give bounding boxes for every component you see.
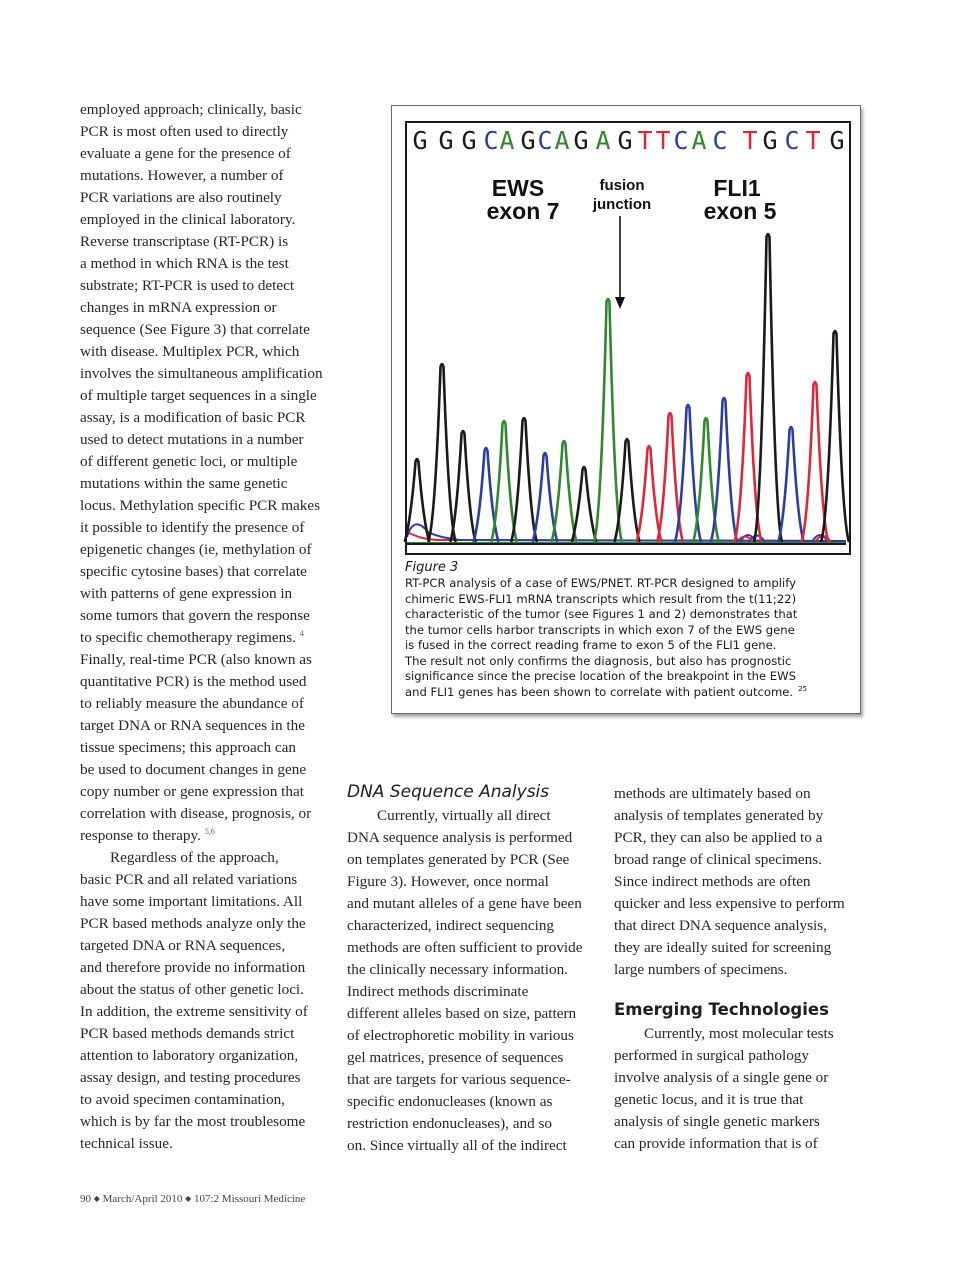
text-line bbox=[80, 297, 335, 319]
sequence-base-letter: A bbox=[499, 126, 515, 155]
text-line bbox=[80, 1045, 335, 1067]
text-line bbox=[80, 209, 335, 231]
text-line-content: on. Since virtually all of the indirect bbox=[347, 1137, 567, 1154]
text-line-content: target DNA or RNA sequences in the bbox=[80, 717, 305, 734]
text-line-content: epigenetic changes (ie, methylation of bbox=[80, 541, 312, 558]
issue-date: March/April 2010 bbox=[102, 1193, 183, 1205]
text-line bbox=[80, 913, 335, 935]
text-line bbox=[80, 693, 335, 715]
text-line-content: to specific chemotherapy regimens. bbox=[80, 629, 296, 646]
text-line bbox=[80, 825, 335, 847]
caption-line-text: the tumor cells harbor transcripts in which exon 7 of the EWS gene bbox=[405, 622, 795, 637]
sequence-base-letter: C bbox=[784, 126, 800, 155]
text-line bbox=[80, 957, 335, 979]
text-line bbox=[614, 827, 869, 849]
text-line-content: sequence (See Figure 3) that correlate bbox=[80, 321, 310, 338]
caption-line bbox=[405, 623, 845, 639]
text-line-content: Reverse transcriptase (RT-PCR) is bbox=[80, 233, 289, 250]
caption-line-text: The result not only confirms the diagnosis, but also has prognostic bbox=[405, 653, 792, 668]
text-line bbox=[80, 583, 335, 605]
text-line bbox=[80, 253, 335, 275]
chromatogram-chart bbox=[405, 121, 851, 555]
left-text-column bbox=[80, 99, 335, 1155]
text-line-content: of multiple target sequences in a single bbox=[80, 387, 317, 404]
text-line bbox=[80, 935, 335, 957]
text-line-content: methods are ultimately based on bbox=[614, 785, 811, 802]
text-line-content: which is by far the most troublesome bbox=[80, 1113, 306, 1130]
sequence-base-letter: C bbox=[673, 126, 689, 155]
text-line bbox=[347, 805, 602, 827]
sequence-base-letter: T bbox=[742, 126, 758, 155]
fli1-exon-label: exon 5 bbox=[703, 198, 777, 224]
caption-line bbox=[405, 592, 845, 608]
text-line bbox=[80, 649, 335, 671]
text-line-content: tissue specimens; this approach can bbox=[80, 739, 296, 756]
sequence-base-letter: C bbox=[537, 126, 553, 155]
text-line-content: have some important limitations. All bbox=[80, 893, 303, 910]
text-line-content: specific endonucleases (known as bbox=[347, 1093, 553, 1110]
text-line bbox=[614, 783, 869, 805]
text-line-content: locus. Methylation specific PCR makes bbox=[80, 497, 321, 514]
text-line-content: and therefore provide no information bbox=[80, 959, 306, 976]
text-line-content: gel matrices, presence of sequences bbox=[347, 1049, 564, 1066]
text-line bbox=[80, 341, 335, 363]
text-line bbox=[80, 1133, 335, 1155]
text-line bbox=[80, 1089, 335, 1111]
caption-line-text: is fused in the correct reading frame to exon 5 of the FLI1 gene. bbox=[405, 638, 777, 652]
sequence-base-letter: G bbox=[438, 126, 454, 155]
text-line bbox=[80, 187, 335, 209]
text-line-content: can provide information that is of bbox=[614, 1135, 818, 1152]
caption-line bbox=[405, 607, 845, 623]
text-line-content: employed approach; clinically, basic bbox=[80, 101, 302, 118]
text-line-content: it possible to identify the presence of bbox=[80, 519, 305, 536]
text-line-content: Indirect methods discriminate bbox=[347, 983, 529, 1000]
ews-label: EWS bbox=[491, 175, 545, 201]
text-line-content: DNA sequence analysis is performed bbox=[347, 829, 573, 846]
text-line bbox=[80, 1001, 335, 1023]
text-line-content: Currently, most molecular tests bbox=[644, 1025, 834, 1042]
text-line bbox=[80, 627, 335, 649]
text-line-content: on templates generated by PCR (See bbox=[347, 851, 570, 868]
text-line-content: assay design, and testing procedures bbox=[80, 1069, 301, 1086]
caption-line bbox=[405, 654, 845, 670]
text-line bbox=[614, 1045, 869, 1067]
text-line bbox=[80, 429, 335, 451]
text-line-content: PCR based methods demands strict bbox=[80, 1025, 295, 1042]
sequence-base-letter: G bbox=[520, 126, 536, 155]
text-line-content: of electrophoretic mobility in various bbox=[347, 1027, 574, 1044]
text-line bbox=[80, 1067, 335, 1089]
text-line-content: attention to laboratory organization, bbox=[80, 1047, 299, 1064]
citation-reference: 4 bbox=[299, 629, 304, 638]
text-line bbox=[80, 605, 335, 627]
diamond-separator-icon: ◆ bbox=[93, 1194, 100, 1203]
text-line-content: performed in surgical pathology bbox=[614, 1047, 809, 1064]
journal-volume: 107:2 Missouri Medicine bbox=[194, 1193, 306, 1205]
text-line bbox=[80, 363, 335, 385]
sequence-base-letter: A bbox=[554, 126, 570, 155]
text-line-content: copy number or gene expression that bbox=[80, 783, 304, 800]
text-line-content: changes in mRNA expression or bbox=[80, 299, 277, 316]
caption-line-text: chimeric EWS-FLI1 mRNA transcripts which result from the t(11;22) bbox=[405, 591, 797, 606]
text-line bbox=[614, 1089, 869, 1111]
sequence-base-letter: A bbox=[691, 126, 707, 155]
text-line bbox=[80, 99, 335, 121]
text-line bbox=[80, 407, 335, 429]
text-line bbox=[80, 715, 335, 737]
text-line bbox=[80, 847, 335, 869]
figure-caption-title: Figure 3 bbox=[405, 560, 459, 575]
text-line-content: restriction endonucleases), and so bbox=[347, 1115, 552, 1132]
text-line bbox=[347, 1091, 602, 1113]
text-line-content: a method in which RNA is the test bbox=[80, 255, 289, 272]
text-line-content: mutations. However, a number of bbox=[80, 167, 284, 184]
diamond-separator-icon: ◆ bbox=[185, 1194, 192, 1203]
text-line bbox=[80, 737, 335, 759]
text-line-content: that direct DNA sequence analysis, bbox=[614, 917, 827, 934]
text-line-content: to avoid specimen contamination, bbox=[80, 1091, 285, 1108]
text-line bbox=[347, 959, 602, 981]
text-line-content: Currently, virtually all direct bbox=[377, 807, 551, 824]
page-footer bbox=[80, 1193, 305, 1205]
sequence-base-letter: T bbox=[655, 126, 671, 155]
caption-line-text: significance since the precise location of the breakpoint in the EWS bbox=[405, 669, 796, 683]
text-line bbox=[347, 827, 602, 849]
text-line bbox=[80, 231, 335, 253]
text-line-content: involve analysis of a single gene or bbox=[614, 1069, 829, 1086]
text-line-content: mutations within the same genetic bbox=[80, 475, 288, 492]
text-line bbox=[80, 517, 335, 539]
citation-reference: 5,6 bbox=[204, 827, 215, 836]
caption-line-text: and FLI1 genes has been shown to correlate with patient outcome. bbox=[405, 684, 794, 699]
page-number: 90 bbox=[80, 1193, 91, 1205]
section-heading-emerging-technologies: Emerging Technologies bbox=[614, 1000, 829, 1019]
text-line bbox=[614, 937, 869, 959]
text-line-content: PCR based methods analyze only the bbox=[80, 915, 306, 932]
text-line bbox=[347, 937, 602, 959]
text-line bbox=[614, 915, 869, 937]
text-line bbox=[80, 143, 335, 165]
text-line bbox=[614, 893, 869, 915]
sequence-base-letter: A bbox=[595, 126, 611, 155]
middle-text-column bbox=[347, 805, 602, 1157]
text-line-content: PCR, they can also be applied to a bbox=[614, 829, 823, 846]
text-line-content: broad range of clinical specimens. bbox=[614, 851, 822, 868]
sequence-base-letter: T bbox=[637, 126, 653, 155]
text-line-content: methods are often sufficient to provide bbox=[347, 939, 583, 956]
text-line-content: and mutant alleles of a gene have been bbox=[347, 895, 582, 912]
junction-label: junction bbox=[592, 196, 652, 213]
text-line bbox=[80, 539, 335, 561]
text-line-content: Since indirect methods are often bbox=[614, 873, 811, 890]
text-line-content: characterized, indirect sequencing bbox=[347, 917, 555, 934]
text-line-content: correlation with disease, prognosis, or bbox=[80, 805, 312, 822]
text-line bbox=[80, 869, 335, 891]
text-line bbox=[80, 473, 335, 495]
text-line-content: substrate; RT-PCR is used to detect bbox=[80, 277, 295, 294]
text-line-content: specific cytosine bases) that correlate bbox=[80, 563, 307, 580]
text-line-content: evaluate a gene for the presence of bbox=[80, 145, 291, 162]
sequence-base-letter: C bbox=[712, 126, 728, 155]
figure-caption bbox=[405, 560, 845, 700]
ews-exon-label: exon 7 bbox=[486, 198, 560, 224]
text-line-content: with disease. Multiplex PCR, which bbox=[80, 343, 300, 360]
caption-line-text: characteristic of the tumor (see Figures 1 and 2) demonstrates that bbox=[405, 607, 798, 621]
text-line-content: quantitative PCR) is the method used bbox=[80, 673, 307, 690]
text-line-content: assay, is a modification of basic PCR bbox=[80, 409, 306, 426]
text-line-content: PCR variations are also routinely bbox=[80, 189, 282, 206]
text-line bbox=[614, 805, 869, 827]
text-line bbox=[347, 915, 602, 937]
sequence-base-letter: C bbox=[483, 126, 499, 155]
text-line bbox=[347, 1047, 602, 1069]
caption-line bbox=[405, 685, 845, 701]
text-line-content: involves the simultaneous amplification bbox=[80, 365, 323, 382]
text-line-content: to reliably measure the abundance of bbox=[80, 695, 304, 712]
text-line-content: used to detect mutations in a number bbox=[80, 431, 304, 448]
text-line bbox=[614, 1111, 869, 1133]
text-line-content: targeted DNA or RNA sequences, bbox=[80, 937, 286, 954]
text-line bbox=[614, 1023, 869, 1045]
text-line-content: employed in the clinical laboratory. bbox=[80, 211, 296, 228]
caption-line bbox=[405, 638, 845, 654]
text-line-content: Regardless of the approach, bbox=[110, 849, 279, 866]
citation-reference: 25 bbox=[798, 684, 808, 693]
text-line bbox=[347, 981, 602, 1003]
text-line bbox=[80, 319, 335, 341]
text-line bbox=[347, 1069, 602, 1091]
text-line-content: some tumors that govern the response bbox=[80, 607, 310, 624]
text-line-content: analysis of templates generated by bbox=[614, 807, 824, 824]
text-line bbox=[80, 561, 335, 583]
text-line bbox=[80, 385, 335, 407]
text-line bbox=[614, 871, 869, 893]
text-line-content: In addition, the extreme sensitivity of bbox=[80, 1003, 308, 1020]
caption-line bbox=[405, 576, 845, 592]
text-line bbox=[347, 1025, 602, 1047]
text-line bbox=[80, 803, 335, 825]
text-line bbox=[80, 979, 335, 1001]
sequence-base-letter: G bbox=[461, 126, 477, 155]
text-line-content: large numbers of specimens. bbox=[614, 961, 788, 978]
fli1-label: FLI1 bbox=[713, 175, 761, 201]
sequence-base-letter: G bbox=[412, 126, 428, 155]
text-line bbox=[80, 1111, 335, 1133]
fusion-label: fusion bbox=[599, 177, 645, 194]
text-line bbox=[80, 451, 335, 473]
text-line-content: genetic locus, and it is true that bbox=[614, 1091, 804, 1108]
sequence-base-letter: G bbox=[573, 126, 589, 155]
text-line-content: of different genetic loci, or multiple bbox=[80, 453, 298, 470]
sequence-base-letter: G bbox=[829, 126, 845, 155]
caption-line bbox=[405, 669, 845, 685]
text-line bbox=[80, 495, 335, 517]
sequence-base-letter: G bbox=[617, 126, 633, 155]
text-line bbox=[347, 1135, 602, 1157]
text-line-content: response to therapy. bbox=[80, 827, 201, 844]
text-line bbox=[80, 759, 335, 781]
text-line-content: quicker and less expensive to perform bbox=[614, 895, 845, 912]
text-line bbox=[614, 849, 869, 871]
text-line-content: that are targets for various sequence- bbox=[347, 1071, 571, 1088]
text-line bbox=[80, 671, 335, 693]
right-text-column bbox=[614, 783, 869, 981]
text-line bbox=[347, 1003, 602, 1025]
text-line bbox=[80, 781, 335, 803]
text-line-content: technical issue. bbox=[80, 1135, 173, 1152]
text-line-content: analysis of single genetic markers bbox=[614, 1113, 820, 1130]
text-line bbox=[80, 275, 335, 297]
text-line-content: they are ideally suited for screening bbox=[614, 939, 832, 956]
section-heading-dna-sequence-analysis: DNA Sequence Analysis bbox=[347, 782, 550, 802]
text-line-content: basic PCR and all related variations bbox=[80, 871, 298, 888]
text-line bbox=[347, 893, 602, 915]
text-line-content: Figure 3). However, once normal bbox=[347, 873, 549, 890]
caption-line-text: RT-PCR analysis of a case of EWS/PNET. RT-PCR designed to amplify bbox=[405, 576, 796, 590]
text-line-content: Finally, real-time PCR (also known as bbox=[80, 651, 312, 668]
text-line-content: the clinically necessary information. bbox=[347, 961, 568, 978]
sequence-base-letter: G bbox=[762, 126, 778, 155]
text-line-content: be used to document changes in gene bbox=[80, 761, 307, 778]
text-line bbox=[347, 1113, 602, 1135]
sequence-base-letter: T bbox=[805, 126, 821, 155]
text-line bbox=[80, 165, 335, 187]
text-line bbox=[614, 1067, 869, 1089]
text-line-content: PCR is most often used to directly bbox=[80, 123, 289, 140]
text-line bbox=[80, 121, 335, 143]
text-line bbox=[347, 849, 602, 871]
right-text-column-continued bbox=[614, 1023, 869, 1155]
text-line bbox=[347, 871, 602, 893]
text-line bbox=[614, 959, 869, 981]
text-line-content: about the status of other genetic loci. bbox=[80, 981, 304, 998]
text-line bbox=[80, 891, 335, 913]
text-line-content: with patterns of gene expression in bbox=[80, 585, 293, 602]
text-line bbox=[80, 1023, 335, 1045]
text-line-content: different alleles based on size, pattern bbox=[347, 1005, 577, 1022]
text-line bbox=[614, 1133, 869, 1155]
